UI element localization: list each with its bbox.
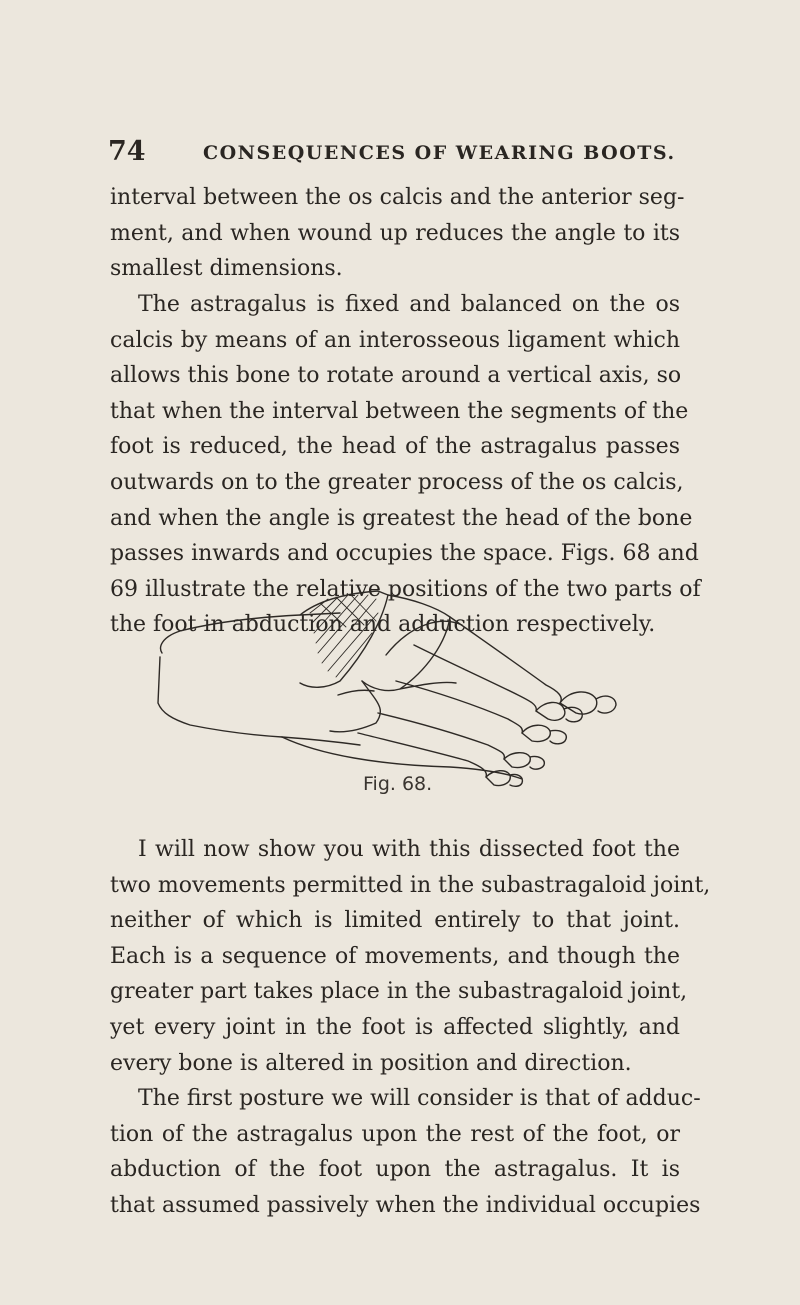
distal-phalanx-4 (530, 756, 544, 769)
text-line: ment, and when wound up reduces the angle to its (110, 220, 680, 246)
distal-phalanx-1 (596, 696, 616, 713)
text-line: smallest dimensions. (110, 256, 343, 282)
text-line: the foot in abduction and adduction respectively. (110, 612, 656, 638)
paragraph-1 (110, 180, 685, 287)
running-title: CONSEQUENCES OF WEARING BOOTS. (203, 142, 676, 164)
text-line: interval between the os calcis and the anterior seg- (110, 185, 685, 210)
text-line: every bone is altered in position and direction. (110, 1050, 632, 1076)
os-calcis-outline (161, 613, 340, 653)
page-header (108, 136, 688, 168)
figure-caption: Fig. 68. (363, 773, 433, 795)
metatarsal-2 (414, 645, 536, 711)
joint-line-a (338, 690, 374, 695)
text-line: passes inwards and occupies the space. Figs. 68 and (110, 541, 699, 567)
foot-bone-figure (150, 585, 660, 805)
text-line: that when the interval between the segments of the (110, 398, 689, 424)
distal-phalanx-3 (550, 730, 566, 743)
toe-4 (504, 753, 530, 768)
metatarsal-3 (396, 681, 522, 733)
text-line: calcis by means of an interosseous ligament which (110, 327, 680, 353)
text-line: and when the angle is greatest the head of the bone (110, 505, 693, 531)
paragraph-4 (110, 1081, 701, 1223)
scaphoid-outline (362, 595, 450, 691)
text-line: outwards on to the greater process of the os calcis, (110, 469, 684, 495)
metatarsal-5 (358, 733, 486, 777)
astragalus-hatching (310, 594, 378, 677)
text-line: that assumed passively when the individual occupies (110, 1192, 701, 1218)
text-line: foot is reduced, the head of the astragalus passes (110, 434, 680, 460)
text-line: The astragalus is fixed and balanced on the os (138, 292, 680, 317)
metatarsal-1 (450, 617, 561, 703)
cuboid-outline (330, 681, 380, 732)
distal-phalanx-2 (564, 707, 582, 721)
text-line: neither of which is limited entirely to that joint. (110, 908, 680, 934)
text-line: I will now show you with this dissected foot the (138, 837, 680, 862)
text-line: The first posture we will consider is that of adduc- (138, 1086, 701, 1111)
text-line: 69 illustrate the relative positions of the two parts of (110, 576, 701, 602)
text-line: allows this bone to rotate around a vertical axis, so (110, 363, 682, 389)
text-line: yet every joint in the foot is affected slightly, and (110, 1014, 680, 1040)
heel-underside (282, 737, 360, 745)
toe-3 (522, 725, 550, 741)
text-line: greater part takes place in the subastragaloid joint, (110, 979, 688, 1005)
paragraph-3 (110, 832, 711, 1081)
text-line: two movements permitted in the subastragaloid joint, (110, 872, 711, 898)
page-number: 74 (108, 136, 146, 167)
foot-skeleton-illustration (150, 585, 660, 805)
heel-back (158, 657, 282, 737)
text-line: tion of the astragalus upon the rest of the foot, or (110, 1121, 680, 1147)
metatarsal-4 (378, 713, 504, 759)
text-line: Each is a sequence of movements, and though the (110, 943, 680, 969)
toe-2 (536, 702, 565, 720)
toe-1 (560, 692, 597, 714)
text-line: abduction of the foot upon the astragalus. It is (110, 1157, 680, 1183)
